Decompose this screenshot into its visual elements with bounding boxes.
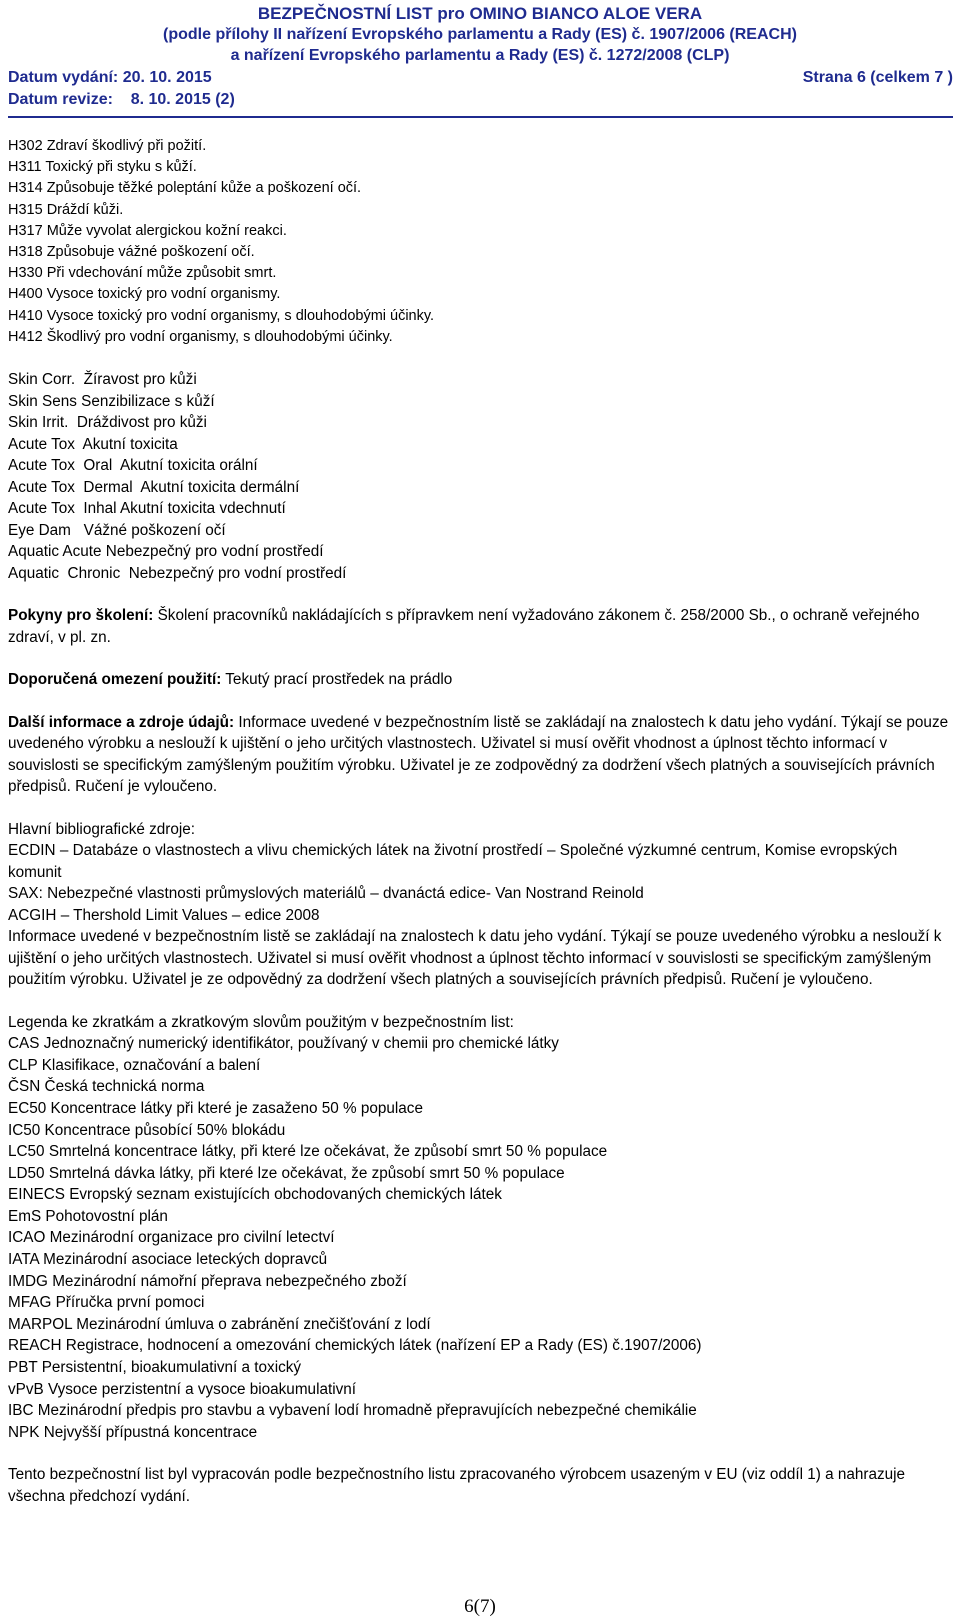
issue-date-row <box>8 68 953 88</box>
legend-item: EC50 Koncentrace látky při které je zasaženo 50 % populace <box>8 1099 423 1117</box>
sources-heading: Hlavní bibliografické zdroje: <box>8 820 196 838</box>
further-info-label: Další informace a zdroje údajů: <box>8 713 235 731</box>
page-info: Strana 6 (celkem 7 ) <box>802 69 953 86</box>
document-title: BEZPEČNOSTNÍ LIST pro OMINO BIANCO ALOE VERA <box>257 4 703 23</box>
training-text: Školení pracovníků nakládajících s přípravkem není vyžadováno zákonem č. 258/2000 Sb., o ochraně veřejného zdraví, v pl. zn. <box>8 607 920 646</box>
h-statements-list <box>8 136 954 348</box>
further-info-text: Informace uvedené v bezpečnostním listě se zakládají na znalostech k datu jeho vydání. Týkají se pouze uvedeného výrobku a neslouží k ujištění o jeho určitých vlastnostech. Uživatel si musí ověřit vhodnost a úplnost těchto informací v souvislosti se specifickým zamýšleným použitím výrobku. Uživatel je ze zodpovědný za dodržení všech platných a souvisejících právních předpisů. Ručení je vyloučeno. <box>8 713 949 796</box>
page-number: 6(7) <box>464 1596 496 1617</box>
source-item: Informace uvedené v bezpečnostním listě se zakládají na znalostech k datu jeho vydání. Týkají se pouze uvedeného výrobku a neslouží k ujištění o jeho určitých vlastnostech. Uživatel si musí ověřit vhodnost a úplnost těchto informací v souvislosti se specifickým zamýšleným použitím výrobku. Uživatel je ze odpovědný za dodržení všech platných a souvisejících právních předpisů. Ručení je vyloučeno. <box>8 928 942 989</box>
h-statement: H311 Toxický při styku s kůží. <box>8 159 197 176</box>
legend-item: PBT Persistentní, bioakumulativní a toxický <box>8 1359 302 1377</box>
restrictions-section <box>8 669 954 691</box>
legend-item: ICAO Mezinárodní organizace pro civilní letectví <box>8 1229 335 1247</box>
source-item: SAX: Nebezpečné vlastnosti průmyslových materiálů – dvanáctá edice- Van Nostrand Reinold <box>8 885 644 903</box>
training-section <box>8 605 954 648</box>
restrictions-label: Doporučená omezení použití: <box>8 671 222 689</box>
legend-item: NPK Nejvyšší přípustná koncentrace <box>8 1423 258 1441</box>
revision-date: Datum revize: 8. 10. 2015 (2) <box>8 91 235 108</box>
hazard-class: Aquatic Chronic Nebezpečný pro vodní prostředí <box>8 564 347 582</box>
closing-statement: Tento bezpečnostní list byl vypracován podle bezpečnostního listu zpracovaného výrobcem usazeným v EU (viz oddíl 1) a nahrazuje všechna předchozí vydání. <box>8 1466 906 1505</box>
h-statement: H318 Způsobuje vážné poškození očí. <box>8 244 255 261</box>
legend-item: vPvB Vysoce perzistentní a vysoce bioakumulativní <box>8 1380 357 1398</box>
hazard-class: Aquatic Acute Nebezpečný pro vodní prostředí <box>8 543 324 561</box>
legend-item: MARPOL Mezinárodní úmluva o zabránění znečišťování z lodí <box>8 1315 431 1333</box>
h-statement: H412 Škodlivý pro vodní organismy, s dlouhodobými účinky. <box>8 328 393 345</box>
hazard-classes-list <box>8 369 954 584</box>
legend-item: REACH Registrace, hodnocení a omezování chemických látek (nařízení EP a Rady (ES) č.1907/2006) <box>8 1337 702 1355</box>
training-label: Pokyny pro školení: <box>8 607 154 625</box>
legend-heading: Legenda ke zkratkám a zkratkovým slovům použitým v bezpečnostním list: <box>8 1013 514 1031</box>
hazard-class: Skin Irrit. Dráždivost pro kůži <box>8 414 207 432</box>
regulation-reference-reach: (podle přílohy II nařízení Evropského parlamentu a Rady (ES) č. 1907/2006 (REACH) <box>163 26 797 43</box>
legend-item: CLP Klasifikace, označování a balení <box>8 1056 261 1074</box>
h-statement: H302 Zdraví škodlivý při požití. <box>8 138 207 154</box>
regulation-reference-clp: a nařízení Evropského parlamentu a Rady (ES) č. 1272/2008 (CLP) <box>230 47 730 64</box>
hazard-class: Acute Tox Dermal Akutní toxicita dermální <box>8 478 300 496</box>
legend-item: IATA Mezinárodní asociace leteckých dopravců <box>8 1251 328 1269</box>
legend-section <box>8 1012 954 1444</box>
h-statement: H317 Může vyvolat alergickou kožní reakci. <box>8 222 287 239</box>
legend-item: LD50 Smrtelná dávka látky, při které lze očekávat, že způsobí smrt 50 % populace <box>8 1164 565 1182</box>
hazard-class: Acute Tox Oral Akutní toxicita orální <box>8 457 258 475</box>
source-item: ACGIH – Thershold Limit Values – edice 2008 <box>8 906 320 924</box>
restrictions-text: Tekutý prací prostředek na prádlo <box>221 671 453 689</box>
revision-date-row <box>8 90 953 110</box>
legend-item: EINECS Evropský seznam existujících obchodovaných chemických látek <box>8 1186 502 1204</box>
hazard-class: Skin Corr. Žíravost pro kůži <box>8 371 197 389</box>
issue-date: Datum vydání: 20. 10. 2015 <box>8 69 212 86</box>
hazard-class: Eye Dam Vážné poškození očí <box>8 521 226 539</box>
hazard-class: Acute Tox Akutní toxicita <box>8 435 178 453</box>
hazard-class: Acute Tox Inhal Akutní toxicita vdechnutí <box>8 500 286 518</box>
document-body <box>8 136 954 1528</box>
h-statement: H410 Vysoce toxický pro vodní organismy, s dlouhodobými účinky. <box>8 307 435 324</box>
legend-item: IMDG Mezinárodní námořní přeprava nebezpečného zboží <box>8 1272 407 1290</box>
source-item: ECDIN – Databáze o vlastnostech a vlivu chemických látek na životní prostředí – Společné výzkumné centrum, Komise evropských komunit <box>8 842 898 881</box>
h-statement: H400 Vysoce toxický pro vodní organismy. <box>8 286 281 303</box>
legend-item: EmS Pohotovostní plán <box>8 1207 168 1225</box>
h-statement: H314 Způsobuje těžké poleptání kůže a poškození očí. <box>8 180 362 197</box>
header-divider <box>8 116 953 118</box>
legend-item: ČSN Česká technická norma <box>8 1078 205 1096</box>
h-statement: H315 Dráždí kůži. <box>8 201 124 218</box>
legend-item: IC50 Koncentrace působící 50% blokádu <box>8 1121 286 1139</box>
further-info-section <box>8 712 954 798</box>
hazard-class: Skin Sens Senzibilizace s kůží <box>8 392 215 410</box>
legend-item: IBC Mezinárodní předpis pro stavbu a vybavení lodí hromadně přepravujících nebezpečné chemikálie <box>8 1402 697 1420</box>
legend-item: LC50 Smrtelná koncentrace látky, při které lze očekávat, že způsobí smrt 50 % populace <box>8 1143 608 1161</box>
legend-item: MFAG Příručka první pomoci <box>8 1294 205 1312</box>
sources-section <box>8 819 954 991</box>
legend-item: CAS Jednoznačný numerický identifikátor, používaný v chemii pro chemické látky <box>8 1035 559 1053</box>
h-statement: H330 Při vdechování může způsobit smrt. <box>8 265 277 282</box>
